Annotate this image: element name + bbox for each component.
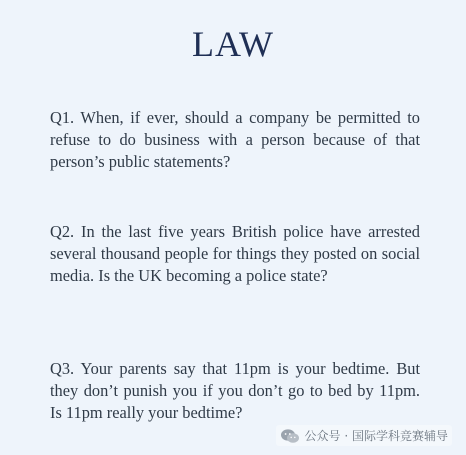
page-title: LAW — [191, 24, 275, 64]
watermark-text: 公众号 · 国际学科竞赛辅导 — [304, 429, 448, 443]
question-2: Q2. In the last five years British police have arrested several thousand people for things they posted on social media. Is the UK becoming a police state? — [50, 222, 420, 285]
wechat-icon — [280, 428, 300, 444]
question-3: Q3. Your parents say that 11pm is your bedtime. But they don’t punish you if you don’t go to bed by 11pm. Is 11pm really your bedtime? — [50, 359, 420, 422]
question-1: Q1. When, if ever, should a company be permitted to refuse to do business with a person because of that person’s public statements? — [50, 108, 420, 171]
watermark — [276, 425, 452, 446]
